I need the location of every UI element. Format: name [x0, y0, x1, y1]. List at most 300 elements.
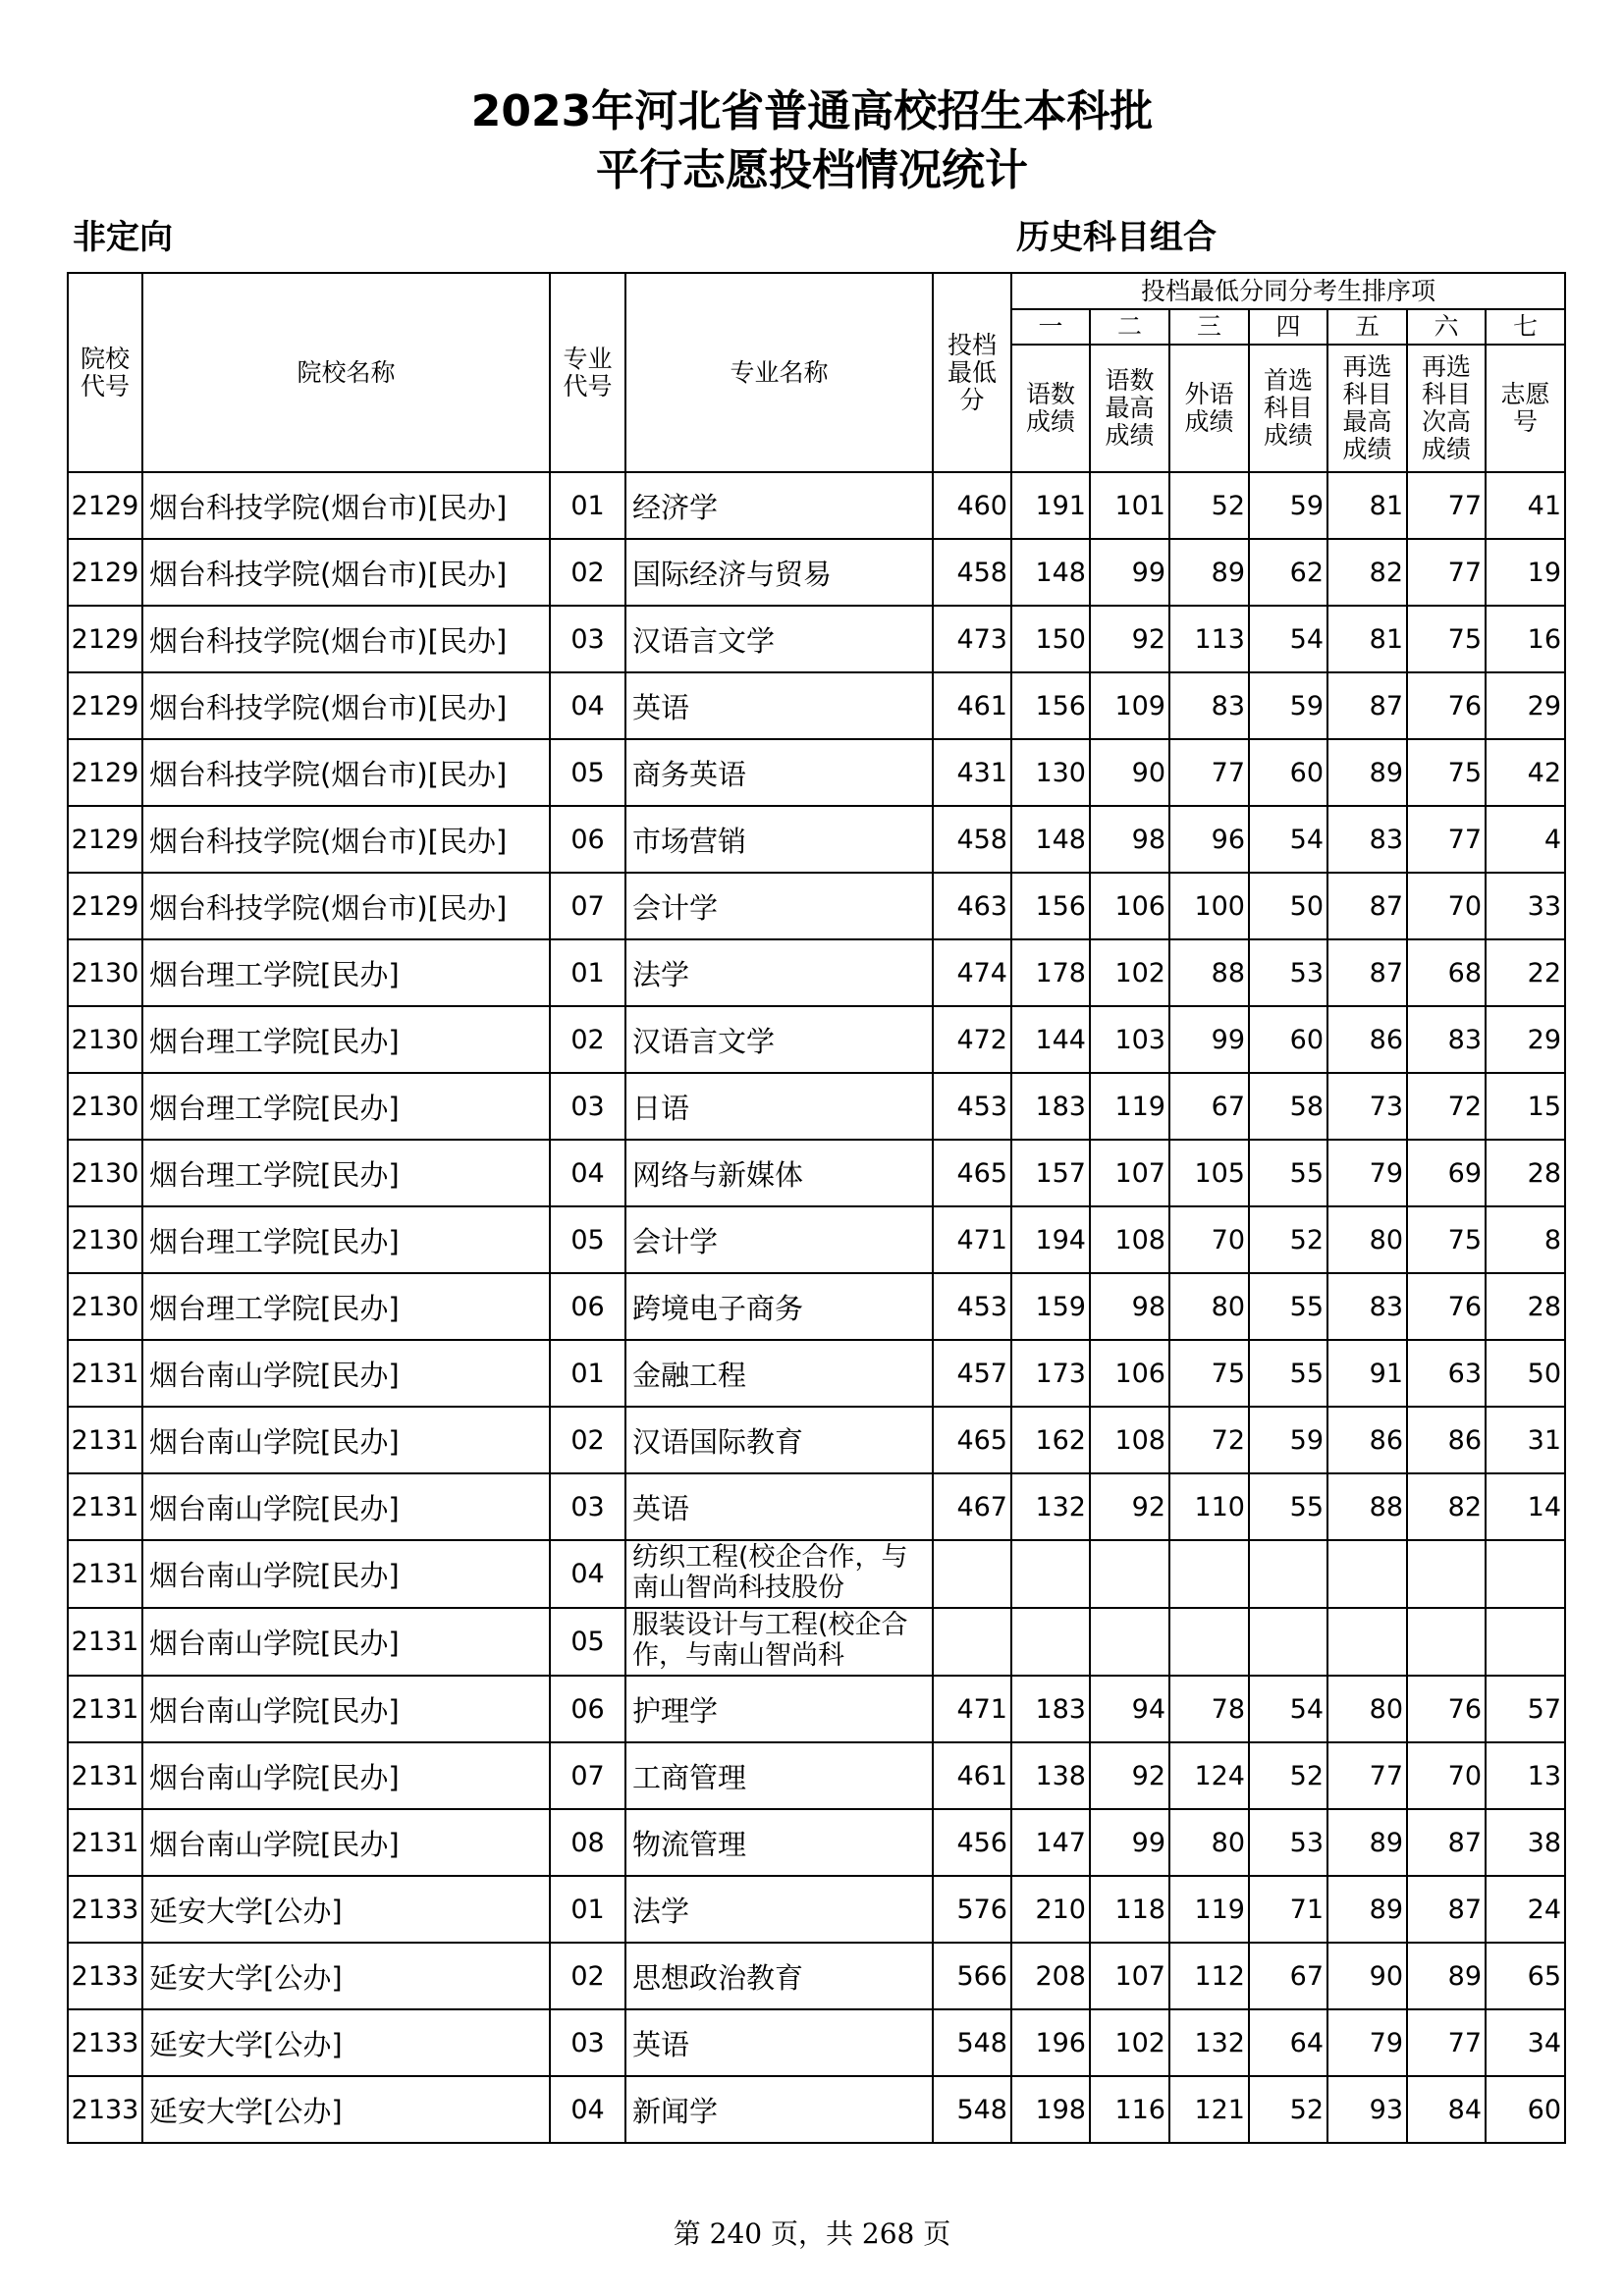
sort-value-cell: 119	[1169, 1876, 1249, 1943]
sort-value-cell: 22	[1486, 939, 1565, 1006]
sort-value-cell: 52	[1249, 1742, 1327, 1809]
sort-value-cell: 90	[1090, 739, 1169, 806]
sort-value-cell: 19	[1486, 539, 1565, 606]
table-row	[68, 939, 1565, 1006]
sort-value-cell: 83	[1327, 1273, 1407, 1340]
table-row	[68, 739, 1565, 806]
school-code-cell: 2133	[68, 2009, 142, 2076]
school-code-cell: 2129	[68, 873, 142, 939]
sort-value-cell: 80	[1327, 1676, 1407, 1742]
sort-value-cell: 118	[1090, 1876, 1169, 1943]
sort-value-cell: 87	[1327, 672, 1407, 739]
sort-value-cell: 41	[1486, 472, 1565, 539]
sort-value-cell: 191	[1011, 472, 1090, 539]
sort-value-cell: 76	[1407, 1676, 1486, 1742]
sort-value-cell: 83	[1407, 1006, 1486, 1073]
major-name-cell: 商务英语	[625, 739, 933, 806]
major-code-cell: 03	[550, 1473, 625, 1540]
sort-value-cell: 89	[1327, 739, 1407, 806]
major-code-cell: 05	[550, 1206, 625, 1273]
school-name-cell: 延安大学[公办]	[142, 1876, 550, 1943]
major-name-cell-text: 纺织工程(校企合作，与南山智尚科技股份	[632, 1542, 908, 1603]
school-code-cell: 2130	[68, 1006, 142, 1073]
sort-value-cell: 162	[1011, 1407, 1090, 1473]
major-name-cell: 新闻学	[625, 2076, 933, 2143]
sort-value-cell: 55	[1249, 1140, 1327, 1206]
sort-value-cell: 70	[1169, 1206, 1249, 1273]
table-row	[68, 1407, 1565, 1473]
min-score-cell: 548	[933, 2076, 1011, 2143]
sort-value-cell: 54	[1249, 806, 1327, 873]
sort-value-cell: 173	[1011, 1340, 1090, 1407]
major-name-cell: 会计学	[625, 873, 933, 939]
sort-value-cell: 87	[1407, 1876, 1486, 1943]
sort-value-cell	[1407, 1608, 1486, 1676]
school-code-cell: 2131	[68, 1540, 142, 1608]
min-score-cell: 472	[933, 1006, 1011, 1073]
table-row	[68, 1540, 1565, 1608]
sort-value-cell: 93	[1327, 2076, 1407, 2143]
sort-value-cell: 84	[1407, 2076, 1486, 2143]
sort-value-cell: 103	[1090, 1006, 1169, 1073]
min-score-cell: 465	[933, 1140, 1011, 1206]
sort-value-cell: 98	[1090, 806, 1169, 873]
school-code-cell: 2129	[68, 672, 142, 739]
sort-value-cell: 157	[1011, 1140, 1090, 1206]
sort-value-cell: 101	[1090, 472, 1169, 539]
sort-value-cell: 102	[1090, 939, 1169, 1006]
major-name-cell: 物流管理	[625, 1809, 933, 1876]
sort-value-cell: 208	[1011, 1943, 1090, 2009]
table-row	[68, 1676, 1565, 1742]
sort-value-cell	[1090, 1608, 1169, 1676]
sort-value-cell: 110	[1169, 1473, 1249, 1540]
school-code-cell: 2129	[68, 806, 142, 873]
sort-value-cell: 83	[1169, 672, 1249, 739]
sort-value-cell: 50	[1249, 873, 1327, 939]
table-row	[68, 1876, 1565, 1943]
sort-value-cell: 13	[1486, 1742, 1565, 1809]
sort-value-cell: 89	[1327, 1876, 1407, 1943]
sort-value-cell: 99	[1090, 539, 1169, 606]
min-score-cell	[933, 1540, 1011, 1608]
table-body	[68, 472, 1565, 2143]
school-name-cell: 烟台南山学院[民办]	[142, 1540, 550, 1608]
sort-value-cell: 88	[1169, 939, 1249, 1006]
sort-value-cell: 108	[1090, 1206, 1169, 1273]
sort-value-cell: 79	[1327, 2009, 1407, 2076]
sort-value-cell: 113	[1169, 606, 1249, 672]
sort-value-cell: 144	[1011, 1006, 1090, 1073]
sort-value-cell: 83	[1327, 806, 1407, 873]
sort-value-cell: 77	[1407, 539, 1486, 606]
header-sort-group: 投档最低分同分考生排序项	[1011, 273, 1565, 309]
table-row	[68, 1206, 1565, 1273]
table-row	[68, 1809, 1565, 1876]
sort-value-cell: 55	[1249, 1340, 1327, 1407]
school-name-cell: 烟台科技学院(烟台市)[民办]	[142, 472, 550, 539]
sort-value-cell: 88	[1327, 1473, 1407, 1540]
major-name-cell: 思想政治教育	[625, 1943, 933, 2009]
major-code-cell: 06	[550, 1676, 625, 1742]
sort-value-cell: 121	[1169, 2076, 1249, 2143]
sort-value-cell: 77	[1327, 1742, 1407, 1809]
sort-value-cell: 150	[1011, 606, 1090, 672]
sort-value-cell: 33	[1486, 873, 1565, 939]
sort-value-cell	[1407, 1540, 1486, 1608]
table-row	[68, 672, 1565, 739]
header-sort-item: 外语成绩	[1169, 345, 1249, 472]
sort-value-cell: 124	[1169, 1742, 1249, 1809]
sort-value-cell: 196	[1011, 2009, 1090, 2076]
sort-value-cell: 81	[1327, 606, 1407, 672]
school-name-cell: 烟台南山学院[民办]	[142, 1407, 550, 1473]
sort-value-cell: 92	[1090, 1742, 1169, 1809]
sort-value-cell: 89	[1169, 539, 1249, 606]
sort-value-cell: 53	[1249, 939, 1327, 1006]
school-code-cell: 2130	[68, 1073, 142, 1140]
sort-value-cell	[1327, 1608, 1407, 1676]
sort-value-cell: 99	[1169, 1006, 1249, 1073]
school-code-cell: 2131	[68, 1608, 142, 1676]
footer-suffix: 页	[923, 2217, 951, 2250]
sort-value-cell: 89	[1327, 1809, 1407, 1876]
table-row	[68, 1608, 1565, 1676]
sort-value-cell: 75	[1407, 606, 1486, 672]
school-name-cell: 烟台科技学院(烟台市)[民办]	[142, 672, 550, 739]
sort-value-cell: 14	[1486, 1473, 1565, 1540]
sort-value-cell: 24	[1486, 1876, 1565, 1943]
sort-value-cell: 77	[1407, 806, 1486, 873]
sort-value-cell: 92	[1090, 606, 1169, 672]
table-row	[68, 806, 1565, 873]
min-score-cell: 576	[933, 1876, 1011, 1943]
major-name-cell: 工商管理	[625, 1742, 933, 1809]
sort-value-cell: 105	[1169, 1140, 1249, 1206]
sort-value-cell: 77	[1407, 472, 1486, 539]
sort-value-cell: 57	[1486, 1676, 1565, 1742]
major-code-cell: 04	[550, 1140, 625, 1206]
header-sort-number: 六	[1407, 309, 1486, 345]
min-score-cell: 458	[933, 539, 1011, 606]
sort-value-cell: 29	[1486, 1006, 1565, 1073]
major-name-cell: 网络与新媒体	[625, 1140, 933, 1206]
sort-value-cell: 148	[1011, 539, 1090, 606]
school-name-cell: 烟台南山学院[民办]	[142, 1742, 550, 1809]
major-name-cell: 会计学	[625, 1206, 933, 1273]
school-code-cell: 2131	[68, 1407, 142, 1473]
sort-value-cell	[1249, 1608, 1327, 1676]
sort-value-cell: 52	[1249, 1206, 1327, 1273]
sort-value-cell: 60	[1249, 1006, 1327, 1073]
sort-value-cell: 86	[1407, 1407, 1486, 1473]
sort-value-cell: 107	[1090, 1943, 1169, 2009]
sort-value-cell: 28	[1486, 1273, 1565, 1340]
sort-value-cell: 107	[1090, 1140, 1169, 1206]
school-name-cell: 烟台南山学院[民办]	[142, 1340, 550, 1407]
min-score-cell: 548	[933, 2009, 1011, 2076]
sort-value-cell: 59	[1249, 472, 1327, 539]
school-code-cell: 2133	[68, 1943, 142, 2009]
sort-value-cell: 55	[1249, 1273, 1327, 1340]
major-name-cell: 汉语言文学	[625, 1006, 933, 1073]
school-name-cell: 烟台南山学院[民办]	[142, 1608, 550, 1676]
major-name-cell: 法学	[625, 939, 933, 1006]
sort-value-cell: 75	[1407, 739, 1486, 806]
sort-value-cell: 72	[1169, 1407, 1249, 1473]
sort-value-cell	[1011, 1540, 1090, 1608]
major-code-cell: 01	[550, 1876, 625, 1943]
school-code-cell: 2131	[68, 1742, 142, 1809]
sort-value-cell: 82	[1327, 539, 1407, 606]
school-name-cell: 延安大学[公办]	[142, 2076, 550, 2143]
min-score-cell: 474	[933, 939, 1011, 1006]
major-name-cell-text: 服装设计与工程(校企合作，与南山智尚科	[632, 1610, 908, 1671]
sort-value-cell: 81	[1327, 472, 1407, 539]
major-code-cell: 01	[550, 939, 625, 1006]
major-name-cell: 金融工程	[625, 1340, 933, 1407]
school-name-cell: 烟台理工学院[民办]	[142, 939, 550, 1006]
major-code-cell: 05	[550, 1608, 625, 1676]
school-code-cell: 2131	[68, 1676, 142, 1742]
sort-value-cell	[1169, 1608, 1249, 1676]
header-sort-item: 再选科目次高成绩	[1407, 345, 1486, 472]
sort-value-cell: 60	[1249, 739, 1327, 806]
school-name-cell: 烟台科技学院(烟台市)[民办]	[142, 539, 550, 606]
sort-value-cell: 54	[1249, 1676, 1327, 1742]
sort-value-cell: 58	[1249, 1073, 1327, 1140]
sort-value-cell: 90	[1327, 1943, 1407, 2009]
sort-value-cell	[1486, 1608, 1565, 1676]
sort-value-cell	[1327, 1540, 1407, 1608]
sort-value-cell: 52	[1249, 2076, 1327, 2143]
min-score-cell: 460	[933, 472, 1011, 539]
min-score-cell: 457	[933, 1340, 1011, 1407]
sort-value-cell: 147	[1011, 1809, 1090, 1876]
sort-value-cell: 91	[1327, 1340, 1407, 1407]
sort-value-cell: 16	[1486, 606, 1565, 672]
sort-value-cell: 15	[1486, 1073, 1565, 1140]
header-min-score: 投档最低分	[933, 273, 1011, 472]
header-sort-number: 五	[1327, 309, 1407, 345]
header-school-code: 院校代号	[68, 273, 142, 472]
min-score-cell: 456	[933, 1809, 1011, 1876]
major-code-cell: 04	[550, 672, 625, 739]
major-name-cell: 跨境电子商务	[625, 1273, 933, 1340]
major-name-cell: 汉语言文学	[625, 606, 933, 672]
footer-page-number: 240	[709, 2217, 763, 2250]
sort-value-cell: 28	[1486, 1140, 1565, 1206]
school-name-cell: 烟台理工学院[民办]	[142, 1206, 550, 1273]
header-major-name: 专业名称	[625, 273, 933, 472]
major-code-cell: 01	[550, 472, 625, 539]
footer-total-pages: 268	[861, 2217, 915, 2250]
sort-value-cell: 8	[1486, 1206, 1565, 1273]
header-sort-item: 志愿号	[1486, 345, 1565, 472]
school-code-cell: 2129	[68, 606, 142, 672]
sort-value-cell	[1486, 1540, 1565, 1608]
category-label: 非定向	[73, 218, 173, 257]
sort-value-cell: 67	[1249, 1943, 1327, 2009]
school-code-cell: 2131	[68, 1340, 142, 1407]
school-code-cell: 2131	[68, 1473, 142, 1540]
footer-prefix: 第	[673, 2217, 701, 2250]
sort-value-cell: 156	[1011, 873, 1090, 939]
major-code-cell: 02	[550, 1943, 625, 2009]
min-score-cell: 453	[933, 1273, 1011, 1340]
sort-value-cell: 34	[1486, 2009, 1565, 2076]
sort-value-cell: 70	[1407, 873, 1486, 939]
school-code-cell: 2130	[68, 939, 142, 1006]
sort-value-cell: 87	[1407, 1809, 1486, 1876]
min-score-cell: 453	[933, 1073, 1011, 1140]
school-name-cell: 烟台科技学院(烟台市)[民办]	[142, 606, 550, 672]
header-major-code: 专业代号	[550, 273, 625, 472]
sort-value-cell: 38	[1486, 1809, 1565, 1876]
major-name-cell: 市场营销	[625, 806, 933, 873]
major-code-cell: 07	[550, 1742, 625, 1809]
header-sort-item: 语数最高成绩	[1090, 345, 1169, 472]
table-row	[68, 2009, 1565, 2076]
table-row	[68, 1140, 1565, 1206]
sort-value-cell	[1169, 1540, 1249, 1608]
min-score-cell: 471	[933, 1206, 1011, 1273]
school-name-cell: 烟台理工学院[民办]	[142, 1073, 550, 1140]
sort-value-cell: 183	[1011, 1676, 1090, 1742]
footer-middle: 页，共	[770, 2217, 853, 2250]
school-name-cell: 烟台理工学院[民办]	[142, 1006, 550, 1073]
page-footer	[0, 2213, 1624, 2252]
min-score-cell: 471	[933, 1676, 1011, 1742]
sort-value-cell: 79	[1327, 1140, 1407, 1206]
sort-value-cell: 65	[1486, 1943, 1565, 2009]
min-score-cell: 458	[933, 806, 1011, 873]
sort-value-cell: 29	[1486, 672, 1565, 739]
major-name-cell: 法学	[625, 1876, 933, 1943]
sort-value-cell: 50	[1486, 1340, 1565, 1407]
sort-value-cell: 87	[1327, 939, 1407, 1006]
major-code-cell: 03	[550, 2009, 625, 2076]
table-row	[68, 1073, 1565, 1140]
major-code-cell: 02	[550, 539, 625, 606]
min-score-cell	[933, 1608, 1011, 1676]
major-name-cell	[625, 1608, 933, 1676]
sort-value-cell: 148	[1011, 806, 1090, 873]
school-name-cell: 烟台科技学院(烟台市)[民办]	[142, 873, 550, 939]
sort-value-cell: 132	[1169, 2009, 1249, 2076]
major-code-cell: 06	[550, 806, 625, 873]
sort-value-cell: 100	[1169, 873, 1249, 939]
school-name-cell: 烟台科技学院(烟台市)[民办]	[142, 739, 550, 806]
table-row	[68, 873, 1565, 939]
header-sort-number: 三	[1169, 309, 1249, 345]
major-name-cell: 护理学	[625, 1676, 933, 1742]
table-row	[68, 539, 1565, 606]
sort-value-cell: 4	[1486, 806, 1565, 873]
sort-value-cell: 73	[1327, 1073, 1407, 1140]
sort-value-cell: 92	[1090, 1473, 1169, 1540]
table-row	[68, 1742, 1565, 1809]
major-name-cell: 英语	[625, 1473, 933, 1540]
school-code-cell: 2130	[68, 1273, 142, 1340]
sort-value-cell: 55	[1249, 1473, 1327, 1540]
sort-value-cell: 194	[1011, 1206, 1090, 1273]
sort-value-cell: 52	[1169, 472, 1249, 539]
sort-value-cell: 106	[1090, 873, 1169, 939]
major-name-cell: 国际经济与贸易	[625, 539, 933, 606]
sort-value-cell: 70	[1407, 1742, 1486, 1809]
sort-value-cell: 108	[1090, 1407, 1169, 1473]
major-name-cell: 汉语国际教育	[625, 1407, 933, 1473]
sort-value-cell: 64	[1249, 2009, 1327, 2076]
sort-value-cell: 71	[1249, 1876, 1327, 1943]
major-code-cell: 06	[550, 1273, 625, 1340]
major-name-cell: 英语	[625, 2009, 933, 2076]
sort-value-cell: 156	[1011, 672, 1090, 739]
min-score-cell: 566	[933, 1943, 1011, 2009]
major-code-cell: 07	[550, 873, 625, 939]
major-code-cell: 02	[550, 1407, 625, 1473]
sort-value-cell: 119	[1090, 1073, 1169, 1140]
subject-combination-label: 历史科目组合	[1016, 218, 1217, 257]
major-name-cell	[625, 1540, 933, 1608]
school-name-cell: 烟台理工学院[民办]	[142, 1273, 550, 1340]
sort-value-cell: 99	[1090, 1809, 1169, 1876]
major-code-cell: 05	[550, 739, 625, 806]
table-row	[68, 1340, 1565, 1407]
school-name-cell: 延安大学[公办]	[142, 2009, 550, 2076]
school-code-cell: 2130	[68, 1140, 142, 1206]
sort-value-cell: 138	[1011, 1742, 1090, 1809]
header-school-name: 院校名称	[142, 273, 550, 472]
header-sort-number: 一	[1011, 309, 1090, 345]
sort-value-cell: 76	[1407, 1273, 1486, 1340]
table-row	[68, 472, 1565, 539]
table-row	[68, 1273, 1565, 1340]
sort-value-cell: 94	[1090, 1676, 1169, 1742]
sort-value-cell: 80	[1169, 1273, 1249, 1340]
school-name-cell: 延安大学[公办]	[142, 1943, 550, 2009]
sort-value-cell: 198	[1011, 2076, 1090, 2143]
table-row	[68, 1006, 1565, 1073]
sort-value-cell: 96	[1169, 806, 1249, 873]
sort-value-cell: 178	[1011, 939, 1090, 1006]
major-code-cell: 08	[550, 1809, 625, 1876]
sort-value-cell: 86	[1327, 1407, 1407, 1473]
sort-value-cell: 132	[1011, 1473, 1090, 1540]
major-name-cell: 经济学	[625, 472, 933, 539]
major-code-cell: 03	[550, 606, 625, 672]
major-code-cell: 01	[550, 1340, 625, 1407]
major-name-cell: 日语	[625, 1073, 933, 1140]
sort-value-cell	[1011, 1608, 1090, 1676]
sort-value-cell: 130	[1011, 739, 1090, 806]
sort-value-cell	[1090, 1540, 1169, 1608]
major-code-cell: 04	[550, 2076, 625, 2143]
min-score-cell: 431	[933, 739, 1011, 806]
school-code-cell: 2133	[68, 1876, 142, 1943]
header-sort-item: 首选科目成绩	[1249, 345, 1327, 472]
sort-value-cell: 86	[1327, 1006, 1407, 1073]
sort-value-cell: 63	[1407, 1340, 1486, 1407]
header-sort-item: 语数成绩	[1011, 345, 1090, 472]
sort-value-cell: 60	[1486, 2076, 1565, 2143]
sort-value-cell: 102	[1090, 2009, 1169, 2076]
header-sort-number: 二	[1090, 309, 1169, 345]
sort-value-cell: 106	[1090, 1340, 1169, 1407]
sort-value-cell: 31	[1486, 1407, 1565, 1473]
sort-value-cell: 75	[1407, 1206, 1486, 1273]
